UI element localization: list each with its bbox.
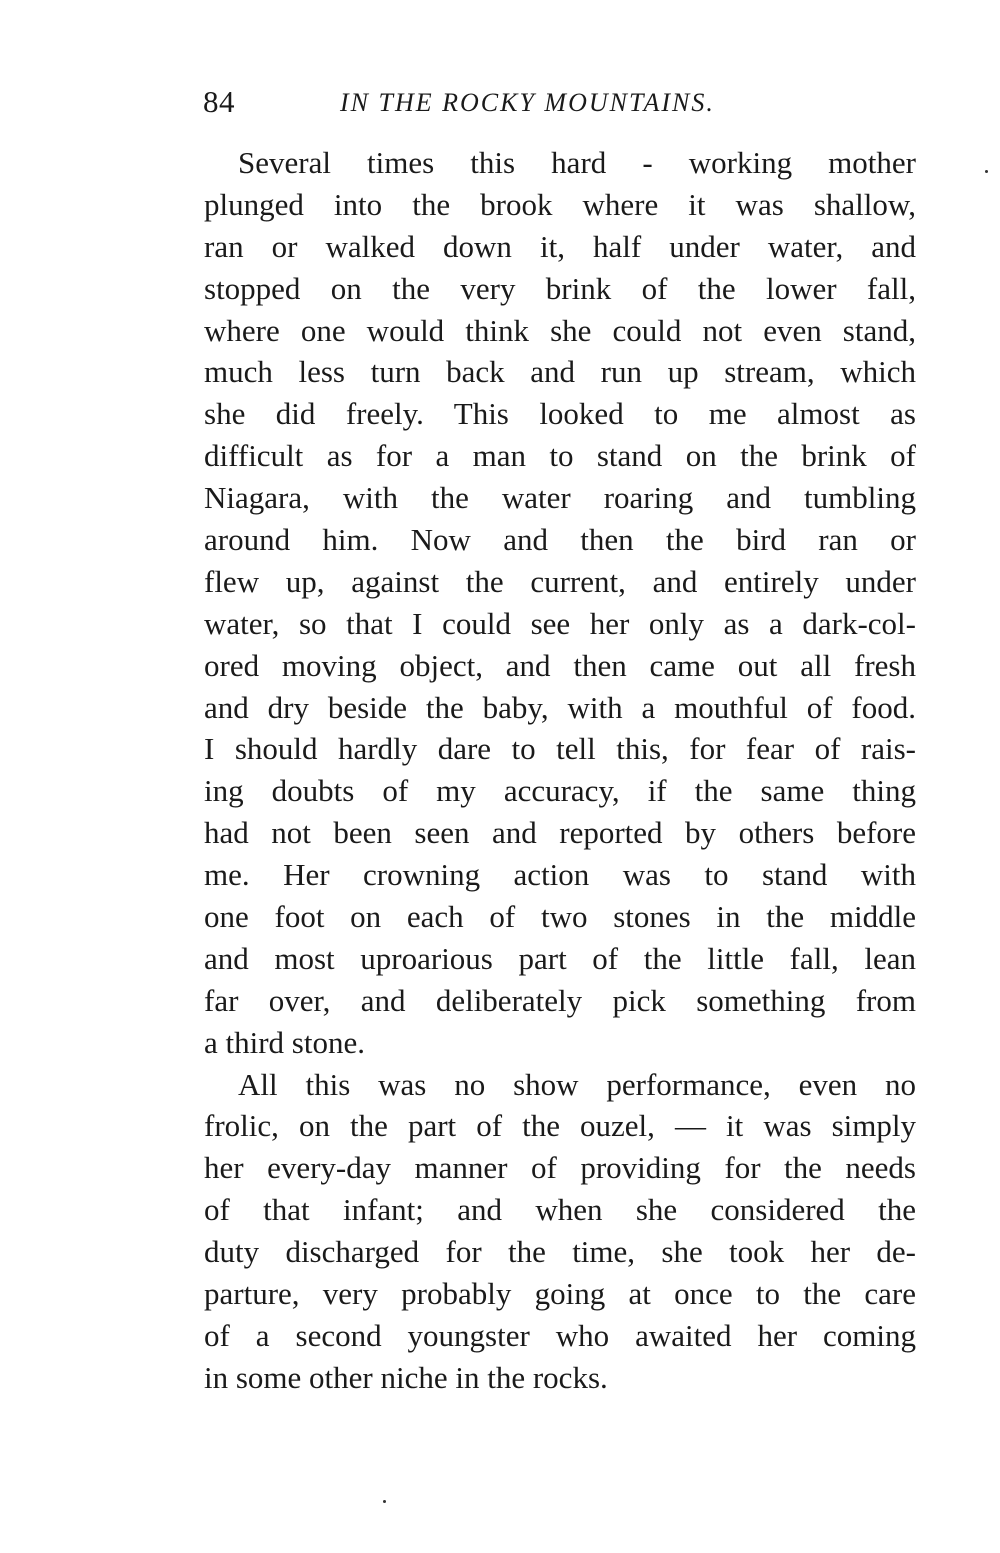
text-line: around him. Now and then the bird ran or: [204, 522, 916, 558]
text-line: water, so that I could see her only as a dark-col-: [204, 605, 916, 641]
text-line: duty discharged for the time, she took her de-: [204, 1234, 916, 1270]
text-line: much less turn back and run up stream, which: [204, 354, 916, 390]
text-line: All this was no show performance, even no: [238, 1066, 916, 1102]
text-line: in some other niche in the rocks.: [204, 1359, 608, 1395]
paragraph: [204, 142, 916, 1064]
text-line: a third stone.: [204, 1024, 365, 1060]
text-line: of that infant; and when she considered the: [204, 1192, 916, 1228]
text-line: flew up, against the current, and entirely under: [204, 563, 916, 599]
text-line: frolic, on the part of the ouzel, — it was simply: [204, 1108, 916, 1144]
text-line: parture, very probably going at once to the care: [204, 1276, 916, 1312]
page-header: [203, 84, 913, 124]
text-line: Several times this hard - working mother: [238, 145, 916, 180]
text-line: and dry beside the baby, with a mouthful of food.: [204, 689, 916, 725]
text-line: difficult as for a man to stand on the brink of: [204, 438, 916, 474]
body-text: [204, 142, 916, 1399]
paragraph: [204, 1064, 916, 1399]
text-line: ored moving object, and then came out all fresh: [204, 647, 916, 683]
text-line: me. Her crowning action was to stand with: [204, 857, 916, 893]
text-line: of a second youngster who awaited her coming: [204, 1317, 916, 1353]
print-speck: [985, 170, 988, 173]
text-line: her every-day manner of providing for the needs: [204, 1150, 916, 1186]
text-line: plunged into the brook where it was shallow,: [204, 186, 916, 222]
text-line: had not been seen and reported by others before: [204, 815, 916, 851]
page-number: 84: [203, 84, 235, 119]
text-line: one foot on each of two stones in the middle: [204, 899, 916, 935]
text-line: and most uproarious part of the little fall, lean: [204, 940, 916, 976]
text-line: she did freely. This looked to me almost as: [204, 396, 916, 432]
print-speck: [383, 1500, 386, 1503]
text-line: where one would think she could not even stand,: [204, 312, 916, 348]
running-title: IN THE ROCKY MOUNTAINS.: [340, 88, 715, 117]
text-line: Niagara, with the water roaring and tumbling: [204, 480, 916, 516]
text-line: I should hardly dare to tell this, for fear of rais-: [204, 731, 916, 767]
text-line: stopped on the very brink of the lower fall,: [204, 270, 916, 306]
text-line: ran or walked down it, half under water, and: [204, 228, 916, 264]
text-line: ing doubts of my accuracy, if the same thing: [204, 773, 916, 809]
text-line: far over, and deliberately pick something from: [204, 982, 916, 1018]
